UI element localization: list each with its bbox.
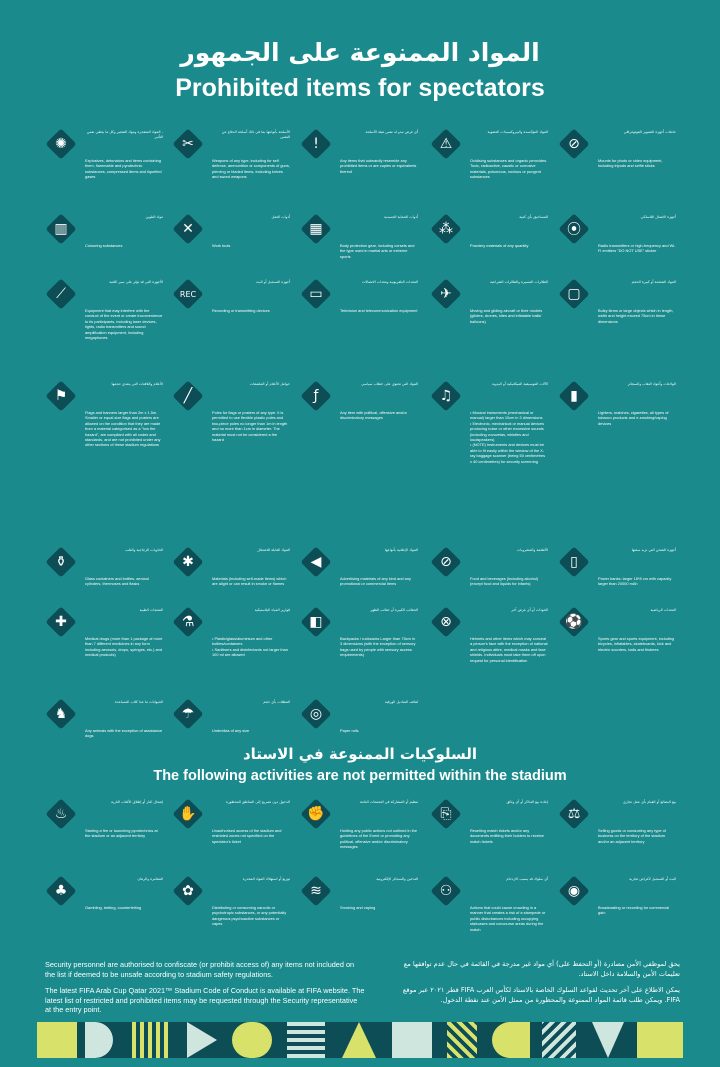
items-label-en: Advertising materials of any kind and any promotional or commercial items	[340, 576, 411, 587]
drone-icon: ✈	[440, 286, 452, 302]
items-label-en: Colouring substances	[85, 243, 123, 248]
bottle-icon: ⚗	[181, 614, 195, 630]
items-label-en: Powdery materials of any quantity	[470, 243, 529, 248]
items-label-en: Food and beverages (including alcohol) (except food and liquids for infants)	[470, 576, 539, 587]
pattern-block	[542, 1022, 576, 1058]
activities-label-ar: التدخين والسجائر الإلكترونية	[376, 877, 418, 881]
pole-icon: ╱	[183, 388, 193, 404]
items-label-en: Explosives, detonators and items containing them, flammable and pyrotechnic substances, compressed items and liquefied gases	[85, 158, 162, 180]
pattern-block	[187, 1022, 217, 1058]
items-label-ar: الحقائب الكبيرة أو حقائب الظهر	[370, 608, 418, 612]
body-protection-icon: ▦	[309, 221, 323, 237]
paper-rolls-icon: ◎	[309, 706, 323, 722]
activities-label-en: Starting a fire or launching pyrotechnics at the stadium or an adjacent territory	[85, 828, 158, 839]
items-label-ar: الأعلام واللافتات التي يتعدى حجمها	[111, 382, 163, 386]
activities-label-ar: إعادة بيع التذاكر أو أي وثائق	[506, 800, 548, 804]
activities-label-ar: تنظيم أو المشاركة في التجمعات العامة	[359, 800, 418, 804]
activities-label-en: Gambling, betting, counterfeiting	[85, 905, 142, 910]
footer-note-ar-1: يحق لموظفي الأمن مصادرة (أو التحفظ على) أي مواد غير مدرجة في القائمة في حال عدم توافقها مع تعليمات الأمن والسلامة داخل الاستاد.	[403, 960, 680, 978]
items-label-ar: المواد التي تحتوي على خطاب سياسي	[361, 382, 418, 386]
fireworks-icon: ✺	[55, 136, 67, 152]
footer-note-ar-2: يمكن الاطلاع على آخر تحديث لقواعد السلوك الخاصة بالاستاد لكأس العرب FIFA قطر ٢٠٢١ عبر موقع FIFA. ويمكن طلب قائمة المواد الممنوعة والمحظورة من ممثل الأمن عند نقطة الدخول.	[402, 986, 680, 1004]
items-label-en: Sports gear and sports equipment, including bicycles, inflatables, skateboards, kick and electric scooters, balls and frisbees	[598, 636, 675, 652]
items-label-en: Mounts for photo or video equipment, including tripods and selfie sticks	[598, 158, 663, 169]
items-label-ar: المواد الإعلانية بأنواعها	[384, 548, 418, 552]
items-label-en: Recording or transmitting devices	[212, 308, 270, 313]
footer-note-en-2: The latest FIFA Arab Cup Qatar 2021™ Stadium Code of Conduct is available at FIFA website. The latest list of restricted and prohibited items may be requested through the Security representative at the entry point.	[45, 986, 365, 1014]
page-title-en: Prohibited items for spectators	[175, 74, 545, 102]
weapon-icon: ✂	[182, 136, 194, 152]
glass-icon: ⚱	[55, 554, 67, 570]
items-label-en: Any animals with the exception of assistance dogs	[85, 728, 163, 739]
items-label-en: Helmets and other items which may conceal a person's face with the exception of national and religious attire, medical masks and face shields. Individuals must take them off upon request for personal identification	[470, 636, 548, 663]
items-label-en: Any items that outwardly resemble any prohibited items or are copies or equivalents thereof	[340, 158, 417, 174]
items-label-en: Work tools	[212, 243, 231, 248]
bulky-items-icon: ▢	[567, 286, 581, 302]
activities-label-en: Reselling match tickets and/or any documents entitling their holders to receive match tickets	[470, 828, 544, 844]
items-label-en: Body protection gear, including corsets and the type used in martial arts or extreme sports	[340, 243, 415, 259]
activities-label-en: Distributing or consuming narcotic or psychotropic substances, or any potentially dangerous psychoactive substances or vapes	[212, 905, 287, 927]
items-label-ar: المواد القابلة للاشتعال	[257, 548, 290, 552]
pattern-block	[492, 1022, 530, 1058]
activities-label-ar: أي سلوك قد يسبب الازدحام	[506, 877, 548, 881]
replica-weapon-icon: !	[313, 136, 319, 152]
powerbank-icon: ▯	[570, 554, 578, 570]
activities-label-ar: بيع البضائع أو القيام بأي عمل تجاري	[622, 800, 676, 804]
hazard-icon: ⚠	[439, 136, 453, 152]
section-title-ar: السلوكيات الممنوعة في الاستاد	[242, 745, 478, 763]
pattern-block	[85, 1022, 113, 1058]
footer-note-en-1: Security personnel are authorised to confiscate (or prohibit access of) any items not included on the list if deemed to be unsafe according to stadium safety regulations.	[45, 960, 355, 979]
items-label-en: Power banks: larger 16*8 cm with capacity larger than 20000 mAh	[598, 576, 672, 587]
powder-icon: ⁂	[439, 221, 453, 237]
activities-label-en: Broadcasting or recording for commercial gain	[598, 905, 670, 916]
items-label-ar: أجهزة الشحن التي تزيد سعتها	[631, 548, 676, 552]
activities-label-en: Holding any public actions not outlined in the guidelines of the Event or promoting any political, offensive and/or discriminatory messages	[340, 828, 417, 850]
activities-label-en: Actions that could cause crowding in a manner that creates a risk of a stampede or public disturbances including occupying staircases and concourse areas during the match	[470, 905, 546, 932]
items-label-en: Radio transmitters or high-frequency and Wi-Fi emitters "DO NOT USE" sticker	[598, 243, 676, 254]
smoking-icon: ≋	[310, 883, 322, 899]
page-title-ar: المواد الممنوعة على الجمهور	[180, 38, 540, 67]
television-icon: ▭	[309, 286, 323, 302]
items-label-en: Medical drugs (more than 1 package of more than 7 different medicines in any form including aerosols, drops, syringes, etc.) and medical products)	[85, 636, 163, 658]
flag-icon: ⚑	[54, 388, 68, 404]
items-label-ar: أجهزة الاتصال اللاسلكي	[640, 215, 676, 219]
inflammable-icon: ✱	[182, 554, 194, 570]
items-label-en: Umbrellas of any size	[212, 728, 250, 733]
items-label-en: Paper rolls	[340, 728, 359, 733]
activities-label-ar: المقامرة والرهان	[137, 877, 163, 881]
items-label-ar: لفائف المناديل الورقية	[384, 700, 418, 704]
items-label-ar: الطائرات المسيرة والطائرات الشراعية	[490, 280, 548, 284]
helmet-icon: ⊗	[440, 614, 452, 630]
items-label-en: Glass containers and bottles, aerosol cylinders, thermoses and flasks	[85, 576, 150, 587]
items-label-ar: الأجهزة التي قد تؤثر على سير اللعبة	[109, 280, 163, 284]
decorative-pattern-band	[37, 1022, 683, 1058]
items-label-en: Oxidising substances and organic peroxides. Toxic, radioactive, caustic or corrosive materials, poisonous, noxious or pungent substances	[470, 158, 548, 180]
pattern-block	[637, 1022, 683, 1058]
pattern-block	[232, 1022, 272, 1058]
items-label-en: Equipment that may interfere with the conduct of the event or create inconvenience to its participants, including laser devices, lights, radio transmitters and sound amplification equipment, including megaphones	[85, 308, 163, 341]
items-label-ar: المواد المؤكسدة والبيروكسيدات العضوية	[487, 130, 548, 134]
items-label-ar: الأطعمة والمشروبات	[516, 548, 548, 552]
pattern-block	[592, 1022, 624, 1058]
protest-icon: ✊	[307, 806, 325, 822]
recording-icon: REC	[179, 289, 197, 299]
items-label-en: Weapons of any type, including for self defence, ammunition or components of guns, piercing or bladed items, including knives and sword weapons	[212, 158, 290, 180]
items-label-ar: الحاويات الزجاجية والعلب	[125, 548, 163, 552]
gambling-icon: ♣	[54, 883, 68, 899]
items-label-ar: مواد التلوين	[145, 215, 163, 219]
items-label-en: Moving and gliding aircraft or their models (gliders, drones, kites and inflatable balls/ balloons)	[470, 308, 543, 324]
items-label-ar: الولاعات وأعواد الثقاب والسجائر	[627, 382, 676, 386]
items-label-ar: أي غرض تبدو له نفس هيئة الأسلحة	[365, 130, 418, 134]
activities-label-en: Smoking and vaping	[340, 905, 376, 910]
discriminatory-icon: ƒ	[313, 388, 319, 404]
activities-label-ar: توزيع أو استهلاك المواد المخدرة	[242, 877, 290, 881]
items-label-en: Lighters, matches, cigarettes, all types of tobacco products and e-smoking/vaping devices	[598, 410, 669, 426]
items-label-en: Poles for flags or posters of any type. It is permitted to use flexible plastic poles and two-piece poles no longer than 1m in length and no more than 1cm in diameter. The material must not be considered a fire hazard	[212, 410, 288, 443]
items-label-en: • Plastic/glass/aluminium and other bottles/containers • Sanitisers and disinfectants not larger than 100 ml are allowed	[212, 636, 288, 658]
pattern-block	[342, 1022, 376, 1058]
animals-icon: ♞	[54, 706, 68, 722]
crowding-icon: ⚇	[439, 883, 453, 899]
items-label-ar: حوامل الأعلام أو الملصقات	[249, 382, 290, 386]
items-label-ar: المعدات الرياضية	[650, 608, 676, 612]
items-label-ar: - المواد المتفجرة ومواد التفجير وكل ما يعطي نفس التأثير	[86, 130, 163, 139]
items-label-ar: الآلات الموسيقية الميكانيكية أو اليدوية	[492, 382, 548, 386]
items-label-ar: المعدات التلفزيونية ومعدات الاتصالات	[362, 280, 418, 284]
items-label-ar: حاملات أجهزة التصوير الفوتوغرافي	[623, 130, 676, 134]
backpack-icon: ◧	[309, 614, 323, 630]
items-label-en: Any item with political, offensive and/or discriminatory messages	[340, 410, 407, 421]
activities-label-ar: إشعال النار أو إطلاق الألعاب النارية	[111, 800, 163, 804]
sports-gear-icon: ⚽	[565, 614, 583, 630]
activities-label-ar: البث أو التسجيل لأغراض تجارية	[629, 877, 676, 881]
drum-icon: ♫	[439, 388, 453, 404]
restricted-zone-icon: ✋	[179, 806, 197, 822]
items-label-ar: أدوات العمل	[271, 215, 290, 219]
items-label-en: Bulky items or large objects which in length, width and height exceed 75cm in these dimensions	[598, 308, 674, 324]
laser-icon: ⟋	[56, 286, 66, 302]
broadcasting-icon: ◉	[567, 883, 581, 899]
items-label-ar: الحيوانات ما عدا كلاب المساعدة	[114, 700, 163, 704]
ticket-resale-icon: ⎘	[440, 806, 452, 822]
items-label-ar: المظلات بأي حجم	[263, 700, 290, 704]
items-label-ar: أجهزة التسجيل أو البث	[255, 280, 290, 284]
items-label-en: Backpacks / rucksacks Larger than 75cm in 3 dimensions (with the exception of sensory bags used by people with sensory access requirements)	[340, 636, 416, 658]
items-label-ar: أدوات الحماية الجسدية	[384, 215, 418, 219]
pattern-block	[392, 1022, 432, 1058]
items-label-ar: الخوذات أو أي غرض آخر	[511, 608, 548, 612]
food-icon: ⊘	[440, 554, 452, 570]
items-label-en: Flags and banners larger than 2m x 1.5m. Smaller or equal size flags and posters are allowed on the condition that they are made from a material categorised as a "low fire hazard", are compliant with all codes and standards, and are not prohibited under any other sections of these stadium regulations	[85, 410, 161, 448]
work-tools-icon: ✕	[182, 221, 194, 237]
items-label-ar: الأسلحة بأنواعها بما في ذلك أسلحة الدفاع عن النفس	[221, 130, 290, 139]
pattern-block	[287, 1022, 325, 1058]
activities-label-en: Unauthorised access of the stadium and restricted zones not specified on the spectator's ticket	[212, 828, 282, 844]
activities-label-en: Selling goods or conducting any type of business on the territory of the stadium and/or an adjacent territory	[598, 828, 666, 844]
narcotics-icon: ✿	[182, 883, 194, 899]
fire-icon: ♨	[54, 806, 68, 822]
items-label-en: • Musical instruments (mechanical or manual) larger than 10cm in 3 dimensions • Electronic, mechanical or manual devices producing noise or other excessive sounds (including vuvuzelas, whistles and loudspeakers) • (NOTE) Instruments and devices must be able to fit easily within the window of the X-ray baggage scanner (being 50 centimetres x 40 centimetres) for security screening	[470, 410, 546, 464]
megaphone-icon: ◀	[310, 554, 322, 570]
items-label-ar: المواد الضخمة أو كبيرة الحجم	[631, 280, 676, 284]
items-label-ar: المساحيق بأي كمية	[519, 215, 548, 219]
radio-icon: ⦿	[567, 222, 581, 238]
umbrella-icon: ☂	[181, 706, 195, 722]
items-label-ar: المنتجات الطبية	[139, 608, 163, 612]
medical-icon: ✚	[55, 614, 67, 630]
selling-icon: ⚖	[567, 806, 581, 822]
pattern-block	[132, 1022, 168, 1058]
items-label-ar: قوارير المياه البلاستيكية	[254, 608, 290, 612]
section-title-en: The following activities are not permitted within the stadium	[153, 768, 567, 784]
activities-label-ar: الدخول دون تصريح إلى المناطق المحظورة	[226, 800, 290, 804]
pattern-block	[37, 1022, 77, 1058]
items-label-en: Television and telecommunication equipment	[340, 308, 418, 313]
lighter-icon: ▮	[570, 388, 578, 404]
items-label-en: Materials (including self-made items) which are alight or can result in smoke or flames	[212, 576, 287, 587]
selfie-stick-icon: ⊘	[568, 136, 580, 152]
colouring-icon: ▥	[54, 221, 68, 237]
pattern-block	[447, 1022, 477, 1058]
